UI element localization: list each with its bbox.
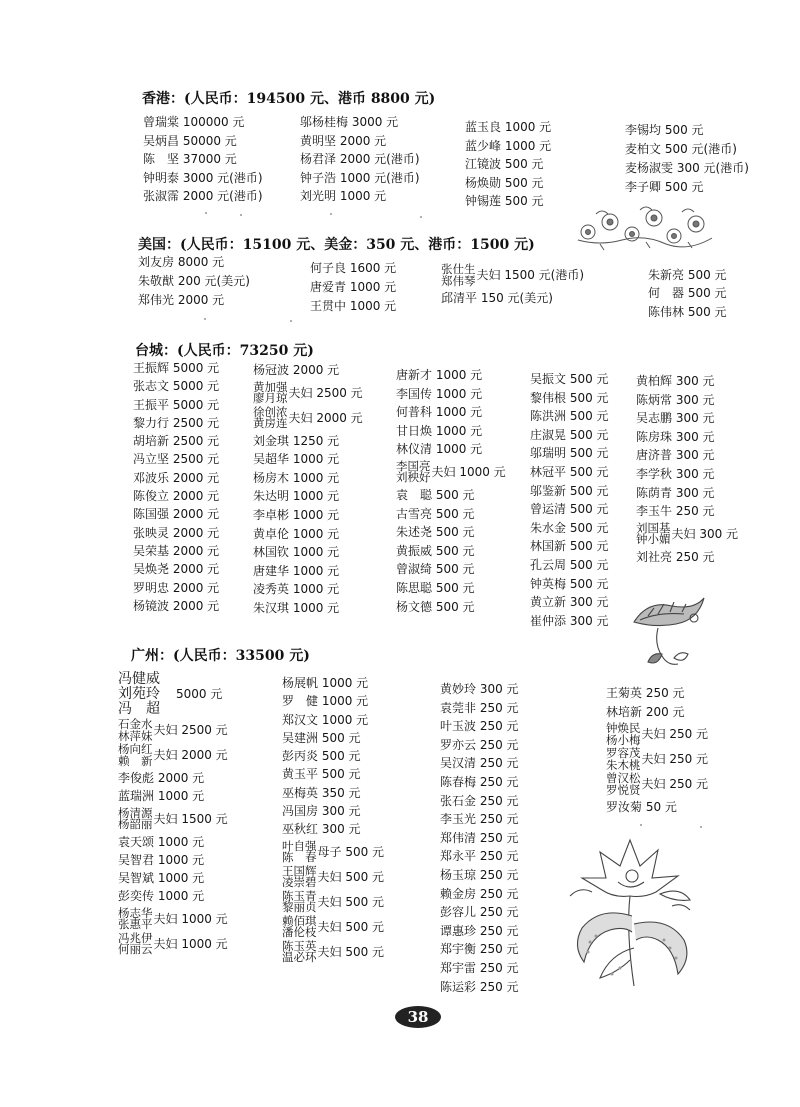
donor-entry: 黄妙玲 300 元 xyxy=(440,682,519,696)
donor-entry: 吴智斌 1000 元 xyxy=(118,871,205,886)
donor-column xyxy=(396,366,506,616)
donor-entry: 陈洪洲 500 元 xyxy=(530,409,609,424)
scan-speckle xyxy=(240,214,242,216)
donor-entry: 杨君泽 2000 元(港币) xyxy=(300,152,420,167)
donor-entry: 邬杨桂梅 3000 元 xyxy=(300,115,399,129)
donor-entry: 李锡均 500 元 xyxy=(625,123,704,137)
donor-entry: 唐建华 1000 元 xyxy=(253,563,340,578)
donor-entry: 张映灵 2000 元 xyxy=(133,525,220,540)
donor-amount: 夫妇 1000 元 xyxy=(153,911,228,926)
donor-entry: 钟子浩 1000 元(港币) xyxy=(300,170,420,185)
donor-entry: 麦杨淑雯 300 元(港币) xyxy=(625,161,749,175)
donor-name: 刘国基 xyxy=(636,520,671,535)
donor-entry: 麦柏文 500 元(港币) xyxy=(625,142,737,156)
donor-entry: 袁莞非 250 元 xyxy=(440,700,519,715)
section-title-usa: 美国：(人民币：15100 元、美金：350 元、港币：1500 元) xyxy=(138,237,535,253)
donor-entry: 邱清平 150 元(美元) xyxy=(441,291,553,305)
donor-entry: 黎力行 2500 元 xyxy=(133,415,220,430)
donor-column xyxy=(300,113,420,206)
donor-entry: 黄柏辉 300 元 xyxy=(636,374,715,388)
donor-group-names xyxy=(253,379,288,406)
section-title-guangzhou: 广州：(人民币：33500 元) xyxy=(131,648,310,664)
donor-amount: 夫妇 500 元 xyxy=(317,894,385,909)
donor-entry: 胡培新 2500 元 xyxy=(133,434,220,449)
donor-entry: 何普科 1000 元 xyxy=(396,405,483,420)
donor-name: 陈 春 xyxy=(282,850,317,865)
donor-entry: 吴建洲 500 元 xyxy=(282,730,361,745)
donor-entry: 黄玉平 500 元 xyxy=(282,767,361,782)
donor-entry: 何子良 1600 元 xyxy=(310,261,397,275)
donor-group-entry xyxy=(253,404,363,431)
donor-entry: 钟锡莲 500 元 xyxy=(465,194,544,209)
donor-name: 林萍妹 xyxy=(118,728,153,743)
donor-entry: 杨文德 500 元 xyxy=(396,599,475,614)
donor-group-names xyxy=(636,520,671,547)
donor-entry: 陈房珠 300 元 xyxy=(636,429,715,444)
scan-speckle xyxy=(205,212,207,214)
donor-name: 杨向红 xyxy=(118,742,153,756)
donor-name: 陈玉青 xyxy=(282,888,317,903)
donor-amount: 夫妇 1000 元 xyxy=(153,936,228,951)
donor-name: 黄房连 xyxy=(253,416,288,431)
donor-entry: 蓝瑞洲 1000 元 xyxy=(118,789,205,804)
donor-entry: 陈运彩 250 元 xyxy=(440,979,519,994)
donor-amount: 夫妇 1500 元(港币) xyxy=(476,268,585,282)
donor-column xyxy=(310,259,396,315)
donor-group-names xyxy=(282,913,317,940)
donor-group-names xyxy=(118,744,153,767)
donor-entry: 唐新才 1000 元 xyxy=(396,368,483,382)
donor-group-names xyxy=(606,773,641,796)
donor-column xyxy=(441,262,584,308)
donor-entry: 郑伟清 250 元 xyxy=(440,830,519,845)
donor-entry: 陈俊立 2000 元 xyxy=(133,489,220,504)
donor-entry: 李学秋 300 元 xyxy=(636,466,715,481)
donor-amount: 夫妇 2000 元 xyxy=(288,410,363,425)
donor-name: 赖佰琪 xyxy=(282,913,317,928)
donor-entry: 冯国房 300 元 xyxy=(282,804,361,819)
donor-amount: 5000 元 xyxy=(176,687,223,701)
donor-entry: 钟英梅 500 元 xyxy=(530,576,609,591)
donor-entry: 赖金房 250 元 xyxy=(440,886,519,901)
donor-name: 陈玉英 xyxy=(282,938,317,953)
donor-amount: 夫妇 250 元 xyxy=(641,727,709,742)
donor-entry: 杨房木 1000 元 xyxy=(253,470,340,485)
donor-name: 赖 新 xyxy=(118,753,153,768)
donor-group-entry xyxy=(606,773,708,796)
donor-amount: 夫妇 2000 元 xyxy=(153,748,228,762)
donor-entry: 郑永平 250 元 xyxy=(440,849,519,864)
donor-amount: 夫妇 250 元 xyxy=(641,777,709,792)
donor-amount: 夫妇 1000 元 xyxy=(431,464,506,479)
donor-entry: 罗 健 1000 元 xyxy=(282,694,369,709)
donor-column xyxy=(282,674,384,966)
scan-speckle xyxy=(330,213,332,215)
donor-name: 李国亮 xyxy=(396,458,431,473)
donor-group-entry xyxy=(606,748,708,771)
donor-entry: 袁 聪 500 元 xyxy=(396,487,475,502)
donor-column xyxy=(118,670,228,958)
donor-entry: 刘光明 1000 元 xyxy=(300,189,387,204)
donor-entry: 杨展帆 1000 元 xyxy=(282,676,369,690)
donor-entry: 郑宇雷 250 元 xyxy=(440,960,519,975)
donor-name: 郑伟琴 xyxy=(441,273,476,288)
donor-group-entry xyxy=(636,520,739,547)
donor-entry: 蓝玉良 1000 元 xyxy=(465,120,552,134)
donor-name: 朱木桃 xyxy=(606,757,641,772)
donor-group-names xyxy=(118,930,153,957)
donor-entry: 张淑霈 2000 元(港币) xyxy=(143,189,263,204)
donor-name: 何丽云 xyxy=(118,942,153,957)
donor-name: 温必环 xyxy=(282,950,317,965)
donor-group-names xyxy=(118,905,153,932)
donor-entry: 邬鉴新 500 元 xyxy=(530,483,609,498)
donor-entry: 巫梅英 350 元 xyxy=(282,785,361,800)
donor-group-entry xyxy=(396,458,506,485)
donor-column xyxy=(636,372,738,566)
donor-name: 罗悦贤 xyxy=(606,782,641,797)
donor-name: 张仕生 xyxy=(441,262,476,276)
donor-name: 杨清源 xyxy=(118,805,153,820)
donor-entry: 郑汉文 1000 元 xyxy=(282,712,369,727)
donor-amount: 夫妇 500 元 xyxy=(317,869,385,884)
donor-entry: 邓波乐 2000 元 xyxy=(133,470,220,485)
donor-group-names xyxy=(118,719,153,742)
donor-entry: 陈国强 2000 元 xyxy=(133,507,220,522)
donor-entry: 黄明坚 2000 元 xyxy=(300,133,387,148)
donor-entry: 林冠平 500 元 xyxy=(530,464,609,479)
donor-column xyxy=(440,680,519,996)
donor-entry: 袁天颂 1000 元 xyxy=(118,834,205,849)
donor-entry: 杨冠波 2000 元 xyxy=(253,363,340,377)
donor-entry: 张志文 5000 元 xyxy=(133,379,220,394)
donor-group-entry xyxy=(118,805,228,832)
donor-entry: 吴智君 1000 元 xyxy=(118,852,205,867)
donor-entry: 古雪亮 500 元 xyxy=(396,506,475,521)
donor-entry: 郑宇衡 250 元 xyxy=(440,942,519,957)
donor-column xyxy=(138,253,250,309)
donor-entry: 罗亦云 250 元 xyxy=(440,737,519,752)
donor-entry: 孔云周 500 元 xyxy=(530,557,609,572)
donor-name: 叶自强 xyxy=(282,838,317,853)
donor-entry: 邬瑞明 500 元 xyxy=(530,446,609,461)
donor-group-names xyxy=(253,404,288,431)
donor-entry: 王菊英 250 元 xyxy=(606,686,685,700)
donor-group-names xyxy=(441,264,476,287)
donor-entry: 彭丙炎 500 元 xyxy=(282,749,361,764)
donor-group-entry xyxy=(282,938,385,965)
donor-entry: 吴荣基 2000 元 xyxy=(133,543,220,558)
page-number xyxy=(398,1006,438,1028)
donor-entry: 曾瑞棠 100000 元 xyxy=(143,115,245,129)
donor-entry: 何 器 500 元 xyxy=(648,286,727,301)
donor-entry: 谭惠珍 250 元 xyxy=(440,923,519,938)
donor-column xyxy=(143,113,263,206)
scan-speckle xyxy=(700,826,702,828)
donor-entry: 李卓彬 1000 元 xyxy=(253,507,340,522)
donor-entry: 林培新 200 元 xyxy=(606,704,685,719)
donor-entry: 吴超华 1000 元 xyxy=(253,452,340,467)
donor-column xyxy=(465,118,551,211)
donor-column xyxy=(530,370,609,630)
donor-entry: 彭容儿 250 元 xyxy=(440,905,519,920)
donor-entry: 陈春梅 250 元 xyxy=(440,774,519,789)
donor-group-entry xyxy=(118,719,228,742)
donor-group-names xyxy=(118,672,160,717)
donor-entry: 林国钦 1000 元 xyxy=(253,545,340,560)
donor-group-entry xyxy=(282,888,385,915)
donor-entry: 陈炳常 300 元 xyxy=(636,392,715,407)
donor-entry: 吴汉清 250 元 xyxy=(440,756,519,771)
donor-entry: 王振平 5000 元 xyxy=(133,397,220,412)
donor-column xyxy=(133,359,219,615)
leaf-flower-decoration xyxy=(628,592,708,672)
donor-entry: 李玉光 250 元 xyxy=(440,812,519,827)
lily-flower-decoration xyxy=(560,836,700,996)
donor-column xyxy=(253,361,363,618)
donor-entry: 刘友房 8000 元 xyxy=(138,255,225,269)
donor-entry: 陈荫青 300 元 xyxy=(636,485,715,500)
donor-amount: 夫妇 500 元 xyxy=(317,919,385,934)
donor-group-names xyxy=(606,748,641,771)
scan-speckle xyxy=(290,320,292,322)
donor-group-names xyxy=(282,863,317,890)
scan-speckle xyxy=(204,318,206,320)
donor-entry: 朱汉琪 1000 元 xyxy=(253,600,340,615)
donor-group-entry xyxy=(118,744,228,767)
donor-entry: 张石金 250 元 xyxy=(440,793,519,808)
donor-group-names xyxy=(606,723,641,746)
donor-entry: 蓝少峰 1000 元 xyxy=(465,138,552,153)
page-number-text: 38 xyxy=(407,1008,429,1026)
donor-entry: 朱达明 1000 元 xyxy=(253,489,340,504)
donor-entry: 朱敬猷 200 元(美元) xyxy=(138,273,250,288)
donor-name: 冯 超 xyxy=(118,701,160,717)
donor-group-names xyxy=(282,938,317,965)
scan-speckle xyxy=(420,216,422,218)
flower-garland-decoration xyxy=(570,196,720,256)
donor-name: 黎丽贞 xyxy=(282,900,317,915)
donor-entry: 钟明泰 3000 元(港币) xyxy=(143,170,263,185)
donor-amount: 夫妇 250 元 xyxy=(641,752,709,767)
donor-entry: 曾运清 500 元 xyxy=(530,502,609,517)
donor-group-entry xyxy=(118,905,228,932)
donor-entry: 冯立坚 2500 元 xyxy=(133,452,220,467)
donor-name: 钟焕民 xyxy=(606,721,641,736)
donor-group-names xyxy=(282,888,317,915)
donor-entry: 陈 坚 37000 元 xyxy=(143,152,237,167)
donor-group-entry xyxy=(282,838,385,865)
donor-amount: 夫妇 300 元 xyxy=(671,526,739,541)
section-title-taicheng: 台城：(人民币：73250 元) xyxy=(135,343,314,359)
donor-name: 徐创浓 xyxy=(253,404,288,419)
donor-entry: 凌秀英 1000 元 xyxy=(253,582,340,597)
donor-group-entry xyxy=(282,863,385,890)
donor-entry: 巫秋红 300 元 xyxy=(282,822,361,837)
donor-entry: 唐济普 300 元 xyxy=(636,448,715,463)
donor-entry: 黄立新 300 元 xyxy=(530,595,609,610)
donor-entry: 李玉牛 250 元 xyxy=(636,504,715,519)
donor-name: 刘苑玲 xyxy=(118,686,160,702)
donor-group-entry xyxy=(441,264,584,287)
donor-entry: 吴焕尧 2000 元 xyxy=(133,562,220,577)
donor-entry: 朱述尧 500 元 xyxy=(396,525,475,540)
donor-entry: 李子卿 500 元 xyxy=(625,180,704,194)
donor-entry: 杨玉琼 250 元 xyxy=(440,867,519,882)
section-title-hongkong: 香港：(人民币：194500 元、港币 8800 元) xyxy=(142,91,436,107)
donor-name: 黄加强 xyxy=(253,379,288,394)
donor-entry: 罗汝菊 50 元 xyxy=(606,800,677,815)
donor-entry: 林国新 500 元 xyxy=(530,539,609,554)
donor-entry: 黄卓伦 1000 元 xyxy=(253,526,340,541)
donor-name: 冯兆伊 xyxy=(118,930,153,945)
donor-group-entry xyxy=(282,913,385,940)
donor-group-names xyxy=(118,805,153,832)
donor-name: 罗容茂 xyxy=(606,746,641,761)
donor-amount: 夫妇 2500 元 xyxy=(288,385,363,400)
donor-entry: 李国传 1000 元 xyxy=(396,386,483,401)
donor-entry: 林仪清 1000 元 xyxy=(396,442,483,457)
donor-entry: 朱水金 500 元 xyxy=(530,520,609,535)
donor-entry: 王贯中 1000 元 xyxy=(310,298,397,313)
donor-group-entry xyxy=(606,723,708,746)
donor-amount: 夫妇 2500 元 xyxy=(153,723,228,737)
donor-entry: 刘金琪 1250 元 xyxy=(253,433,340,448)
donor-group-entry xyxy=(118,930,228,957)
donor-entry: 黎伟根 500 元 xyxy=(530,390,609,405)
donor-name: 曾汉松 xyxy=(606,771,641,786)
donor-entry: 杨焕勋 500 元 xyxy=(465,175,544,190)
donor-entry: 陈思聪 500 元 xyxy=(396,580,475,595)
donor-entry: 罗明忠 2000 元 xyxy=(133,580,220,595)
donor-name: 廖月琼 xyxy=(253,391,288,406)
donor-entry: 曾淑绮 500 元 xyxy=(396,562,475,577)
donor-entry: 朱新亮 500 元 xyxy=(648,268,727,282)
donor-entry: 郑伟光 2000 元 xyxy=(138,292,225,307)
donor-entry: 李俊彪 2000 元 xyxy=(118,771,205,785)
donor-entry: 黄振威 500 元 xyxy=(396,543,475,558)
donor-amount: 夫妇 500 元 xyxy=(317,944,385,959)
donor-name: 张惠平 xyxy=(118,917,153,932)
donor-entry: 杨镜波 2000 元 xyxy=(133,598,220,613)
donor-entry: 吴志鹏 300 元 xyxy=(636,411,715,426)
donor-group-entry xyxy=(253,379,363,406)
donor-entry: 王振辉 5000 元 xyxy=(133,361,220,375)
donor-entry: 陈伟林 500 元 xyxy=(648,304,727,319)
donor-name: 冯健威 xyxy=(118,671,160,687)
donor-entry: 唐爱青 1000 元 xyxy=(310,279,397,294)
donor-entry: 刘社亮 250 元 xyxy=(636,549,715,564)
donor-amount: 母子 500 元 xyxy=(317,844,385,859)
donor-entry: 江镜波 500 元 xyxy=(465,157,544,172)
donor-group-names xyxy=(282,838,317,865)
donor-name: 钟小媚 xyxy=(636,532,671,547)
donor-name: 杨韶丽 xyxy=(118,817,153,832)
donor-entry: 崔仲添 300 元 xyxy=(530,613,609,628)
donor-column xyxy=(648,266,727,321)
donor-name: 刘秧好 xyxy=(396,470,431,485)
donor-entry: 吴炳昌 50000 元 xyxy=(143,133,237,148)
donor-group-names xyxy=(396,458,431,485)
donor-group-entry xyxy=(118,672,228,717)
donor-entry: 彭奕传 1000 元 xyxy=(118,889,205,904)
donor-name: 潘伦枝 xyxy=(282,925,317,940)
donor-entry: 叶玉波 250 元 xyxy=(440,719,519,734)
donor-name: 凌崇碧 xyxy=(282,875,317,890)
donor-entry: 甘日焕 1000 元 xyxy=(396,423,483,438)
scan-speckle xyxy=(640,824,642,826)
donor-name: 王国辉 xyxy=(282,863,317,878)
donor-entry: 庄淑晃 500 元 xyxy=(530,427,609,442)
donor-column xyxy=(625,121,749,197)
donor-name: 杨志华 xyxy=(118,905,153,920)
donor-column xyxy=(606,684,708,817)
donor-entry: 吴振文 500 元 xyxy=(530,372,609,386)
donor-amount: 夫妇 1500 元 xyxy=(153,811,228,826)
donor-name: 石金水 xyxy=(118,717,153,731)
donor-name: 杨小梅 xyxy=(606,732,641,747)
